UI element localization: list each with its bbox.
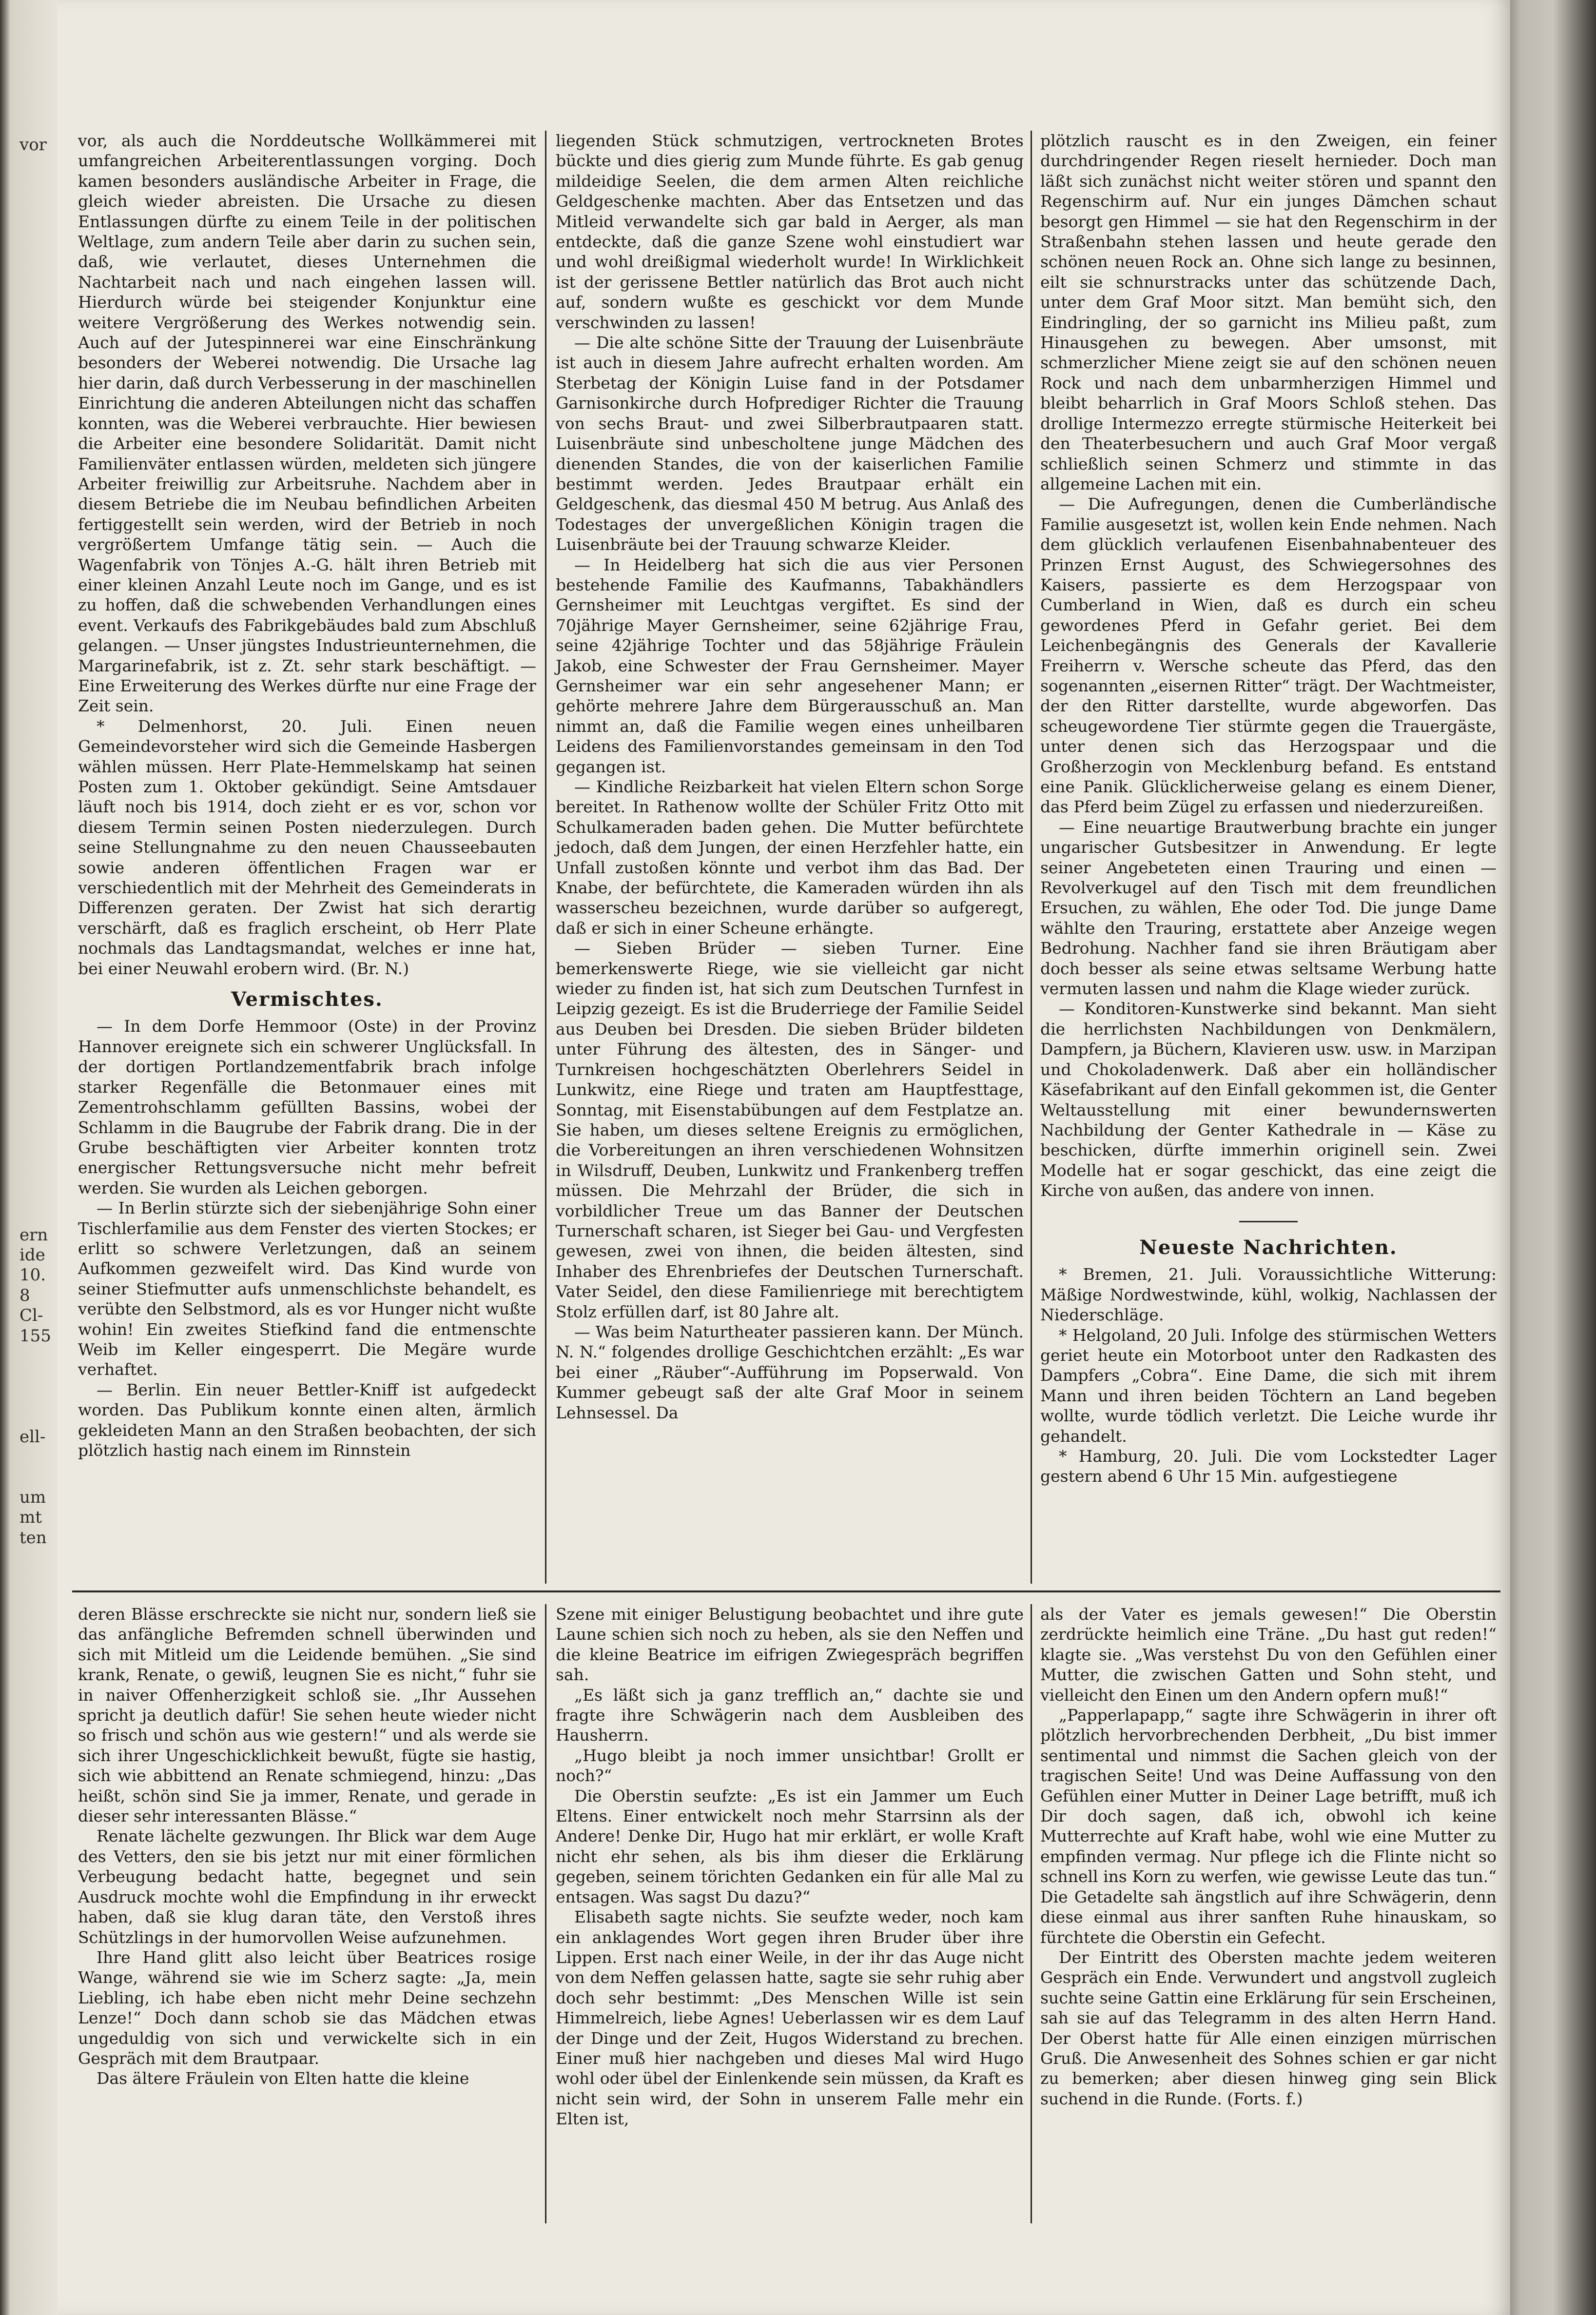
story-paragraph: Der Eintritt des Obersten machte jedem weiteren Gespräch ein Ende. Verwundert und angstvoll zugleich suchte seine Gattin eine Erklärung für sein Erscheinen, sah sie auf das Telegramm in des alten Herrn Hand. Der Oberst hatte für Alle einen einzigen mürrischen Gruß. Die Anwesenheit des Sohnes schien er gar nicht zu bemerken; aber diesen hinweg ging sein Blick suchend in die Runde. (Forts. f.) bbox=[1040, 1947, 1497, 2108]
section-heading: Neueste Nachrichten. bbox=[1139, 1236, 1398, 1259]
news-paragraph: liegenden Stück schmutzigen, vertrockneten Brotes bückte und dies gierig zum Munde führte. Es gab genug mildeidige Seelen, die dem armen Alten reichliche Geldgeschenke machten. Aber das Entsetzen und das Mitleid verwandelte sich gar bald in Aerger, als man entdeckte, daß die ganze Szene wohl einstudiert war und wohl dreißigmal wiederholt wurde! In Wirklichkeit ist der gerissene Bettler natürlich das Brot auch nicht auf, sondern wußte es geschickt vor dem Munde verschwinden zu lassen! bbox=[556, 131, 1024, 332]
column-2 bbox=[556, 131, 1024, 1423]
latest-news-paragraph: * Helgoland, 20 Juli. Infolge des stürmischen Wetters geriet heute ein Motorboot unter den Radkasten des Dampfers „Cobra“. Eine Dame, die sich mit ihrem Mann und ihren beiden Töchtern an Land begeben wollte, wurde tödlich verletzt. Die Leiche wurde ihr gehandelt. bbox=[1040, 1325, 1497, 1446]
feuilleton-column-2 bbox=[556, 1604, 1024, 2129]
adjacent-page-fragment: ern bbox=[19, 1225, 48, 1245]
story-paragraph: Elisabeth sagte nichts. Sie seufzte weder, noch kam ein anklagendes Wort gegen ihren Bruder über ihre Lippen. Erst nach einer Weile, in der ihr das Auge nicht von dem Neffen gelassen hatte, sagte sie sehr ruhig aber doch sehr bestimmt: „Des Menschen Wille ist sein Himmelreich, liebe Agnes! Ueberlassen wir es dem Lauf der Dinge und der Zeit, Hugos Widerstand zu brechen. Einer muß hier nachgeben und dieses Mal wird Hugo wohl oder übel der Einlenkende sein müssen, da Kraft es nicht sein wird, der Sohn in unserem Falle mehr ein Elten ist, bbox=[556, 1907, 1024, 2129]
column-3 bbox=[1040, 131, 1497, 1487]
article-paragraph: vor, als auch die Norddeutsche Wollkämmerei mit umfangreichen Arbeiterentlassungen vorging. Doch kamen besonders ausländische Arbeiter in Frage, die gleich wieder abreisten. Die Ursache zu diesen Entlassungen dürfte zu einem Teile in der politischen Weltlage, zum andern Teile aber darin zu suchen sein, daß, wie verlautet, dieses Unternehmen die Nachtarbeit nach und nach eingehen lassen will. Hierdurch würde bei steigender Konjunktur eine weitere Vergrößerung des Werkes notwendig sein. Auch auf der Jutespinnerei war eine Einschränkung besonders der Weberei notwendig. Die Ursache lag hier darin, daß durch Verbesserung in der maschinellen Einrichtung die anderen Abteilungen nicht das schaffen konnten, was die Weberei verbrauchte. Hier bewiesen die Arbeiter eine besondere Solidarität. Damit nicht Familienväter entlassen würden, meldeten sich jüngere Arbeiter freiwillig zur Arbeitsruhe. Nachdem aber in diesem Betriebe die im Neubau befindlichen Arbeiten fertiggestellt sein werden, wird der Betrieb in noch vergrößertem Umfange tätig sein. — Auch die Wagenfabrik von Tönjes A.-G. hält ihren Betrieb mit einer kleinen Anzahl Leute noch im Gange, und es ist zu hoffen, daß die schwebenden Verhandlungen eines event. Verkaufs des Fabrikgebäudes bald zum Abschluß gelangen. — Unser jüngstes Industrieunternehmen, die Margarinefabrik, ist z. Zt. sehr stark beschäftigt. — Eine Erweiterung des Werkes dürfte nur eine Frage der Zeit sein. bbox=[78, 131, 536, 716]
adjacent-page-fragment: mt bbox=[19, 1508, 42, 1528]
story-paragraph: Renate lächelte gezwungen. Ihr Blick war dem Auge des Vetters, den sie bis jetzt nur mit einer förmlichen Verbeugung bedacht hatte, begegnet und sein Ausdruck mochte wohl die Empfindung in ihr erweckt haben, daß sie klug daran täte, den Verstoß ihres Schützlings in der humorvollen Weise aufzunehmen. bbox=[78, 1826, 536, 1947]
story-paragraph: Szene mit einiger Belustigung beobachtet und ihre gute Laune schien sich noch zu heben, als sie den Neffen und die kleine Beatrice im eifrigen Zwiegespräch begriffen sah. bbox=[556, 1605, 1024, 1685]
adjacent-page-fragment: Cl- bbox=[19, 1306, 43, 1326]
latest-news-paragraph: * Bremen, 21. Juli. Voraussichtliche Witterung: Mäßige Nordwestwinde, kühl, wolkig, Nachlassen der Niederschläge. bbox=[1040, 1265, 1497, 1325]
adjacent-page-fragment: 10. bbox=[19, 1265, 46, 1285]
column-rule-1 bbox=[545, 131, 546, 1584]
news-paragraph: — Kindliche Reizbarkeit hat vielen Eltern schon Sorge bereitet. In Rathenow wollte der Schüler Fritz Otto mit Schulkameraden baden gehen. Die Mutter befürchtete jedoch, daß dem Jungen, der einen Herzfehler hatte, ein Unfall zustoßen könnte und verbot ihm das Bad. Der Knabe, der befürchtete, die Kameraden würden ihn als wasserscheu bezeichnen, wurde darüber so aufgeregt, daß er sich in einer Scheune erhängte. bbox=[556, 777, 1024, 938]
column-rule-2 bbox=[1031, 131, 1032, 1584]
section-heading: Vermischtes. bbox=[231, 988, 383, 1011]
article-paragraph: * Delmenhorst, 20. Juli. Einen neuen Gemeindevorsteher wird sich die Gemeinde Hasbergen wählen müssen. Herr Plate-Hemmelskamp hat seinen Posten zum 1. Oktober gekündigt. Seine Amtsdauer läuft noch bis 1914, doch zieht er es vor, schon vor diesem Termin seinen Posten niederzulegen. Durch seine Stellungnahme zu den neuen Chausseebauten sowie anderen öffentlichen Fragen war er verschiedentlich mit der Mehrheit des Gemeinderats in Differenzen geraten. Der Zwist hat sich derartig verschärft, daß es fraglich erscheint, ob Herr Plate nochmals das Landtagsmandat, welches er inne hat, bei einer Neuwahl erobern wird. (Br. N.) bbox=[78, 716, 536, 978]
news-paragraph: — Eine neuartige Brautwerbung brachte ein junger ungarischer Gutsbesitzer in Anwendung. Er legte seiner Angebeteten einen Trauring und einen — Revolverkugel auf den Tisch mit dem freundlichen Ersuchen, zu wählen, Ehe oder Tod. Die junge Dame wählte den Trauring, erstattete aber Anzeige wegen Bedrohung. Nachher fand sie ihren Bräutigam aber doch besser als seine etwas seltsame Werbung hatte vermuten lassen und nahm die Klage wieder zurück. bbox=[1040, 817, 1497, 999]
news-paragraph: — Konditoren-Kunstwerke sind bekannt. Man sieht die herrlichsten Nachbildungen von Denkmälern, Dampfern, ja Büchern, Klavieren usw. usw. in Marzipan und Chokoladenwerk. Daß aber ein holländischer Käsefabrikant auf den Einfall gekommen ist, die Genter Weltausstellung mit einer bewundernswerten Nachbildung der Genter Kathedrale in — Käse zu beschicken, dürfte immerhin originell sein. Zwei Modelle hat er sogar geschickt, das eine zeigt die Kirche von außen, das andere von innen. bbox=[1040, 999, 1497, 1200]
column-1 bbox=[78, 131, 536, 1460]
adjacent-page-fragment: 155 bbox=[19, 1326, 51, 1346]
adjacent-page-strip bbox=[0, 0, 58, 2315]
news-paragraph: — Sieben Brüder — sieben Turner. Eine bemerkenswerte Riege, wie sie vielleicht gar nicht wieder zu finden ist, hat sich zum Deutschen Turnfest in Leipzig gezeigt. Es ist die Bruderriege der Familie Seidel aus Deuben bei Dresden. Die sieben Brüder bildeten unter Führung des ältesten, des in Sänger- und Turnkreisen hochgeschätzten Oberlehrers Seidel in Lunkwitz, eine Riege und traten am Hauptfesttage, Sonntag, mit Eisenstabübungen auf dem Festplatze an. Sie haben, um dieses seltene Ereignis zu ermöglichen, die Vorbereitungen an ihren verschiedenen Wohnsitzen in Wilsdruff, Deuben, Lunkwitz und Frankenberg treffen müssen. Die Mehrzahl der Brüder, die sich in vorbildlicher Treue um das Banner der Deutschen Turnerschaft scharen, ist Sieger bei Gau- und Vergfesten gewesen, zwei von ihnen, die beiden ältesten, sind Inhaber des Ehrenbriefes der Deutschen Turnerschaft. Vater Seidel, den diese Familienriege mit berechtigtem Stolz erfüllen darf, ist 80 Jahre alt. bbox=[556, 939, 1024, 1321]
news-paragraph: — In dem Dorfe Hemmoor (Oste) in der Provinz Hannover ereignete sich ein schwerer Unglücksfall. In der dortigen Portlandzementfabrik brach infolge starker Regenfälle die Betonmauer eines mit Zementrohschlamm gefüllten Bassins, wobei der Schlamm in die Baugrube der Fabrik drang. Die in der Grube beschäftigten vier Arbeiter konnten trotz energischer Rettungsversuche nicht mehr befreit werden. Sie wurden als Leichen geborgen. bbox=[78, 1017, 536, 1197]
adjacent-page-fragment: ten bbox=[19, 1528, 47, 1548]
story-paragraph: deren Blässe erschreckte sie nicht nur, sondern ließ sie das anfängliche Befremden schnell überwinden und sich mit Mitleid um die Leidende bemühen. „Sie sind krank, Renate, o gewiß, leugnen Sie es nicht,“ fuhr sie in naiver Offenherzigkeit schloß sie. „Ihr Aussehen spricht ja deutlich dafür! Sie sehen heute wieder nicht so frisch und schön aus wie gestern!“ und als werde sie sich ihrer Ungeschicklichkeit bewußt, fügte sie hastig, sich wie abbittend an Renate schmiegend, hinzu: „Das heißt, schön sind Sie ja immer, Renate, und gerade in dieser sehr interessanten Blässe.“ bbox=[78, 1605, 536, 1826]
latest-news-paragraph: * Hamburg, 20. Juli. Die vom Lockstedter Lager gestern abend 6 Uhr 15 Min. aufgestiegene bbox=[1040, 1447, 1497, 1486]
story-paragraph: als der Vater es jemals gewesen!“ Die Oberstin zerdrückte heimlich eine Träne. „Du hast gut reden!“ klagte sie. „Was verstehst Du von den Gefühlen einer Mutter, die zwischen Gatten und Sohn steht, und vielleicht den Einen um den Andern opfern muß!“ bbox=[1040, 1605, 1497, 1705]
ornament-divider bbox=[1040, 1207, 1497, 1227]
news-paragraph: — In Berlin stürzte sich der siebenjährige Sohn einer Tischlerfamilie aus dem Fenster des vierten Stockes; er erlitt so schwere Verletzungen, daß an seinem Aufkommen gezweifelt wird. Das Kind wurde von seiner Stiefmutter aufs unmenschlichste behandelt, es verübte den Selbstmord, als es vor Hunger nicht wußte wohin! Ein zweites Stiefkind fand die entmenschte Weib im Keller eingesperrt. Die Megäre wurde verhaftet. bbox=[78, 1198, 536, 1379]
feuilleton-column-1 bbox=[78, 1604, 536, 2089]
adjacent-page-fragment: ell- bbox=[19, 1427, 46, 1447]
story-paragraph: „Papperlapapp,“ sagte ihre Schwägerin in ihrer oft plötzlich hervorbrechenden Derbheit, „Du bist immer sentimental und nimmst die Sachen gleich von der tragischen Seite! Und was Deine Auffassung von den Gefühlen einer Mutter in Deiner Lage betrifft, muß ich Dir doch sagen, daß ich, obwohl ich keine Mutterrechte auf Kraft habe, wohl wie eine Mutter zu empfinden vermag. Nur pflege ich die Flinte nicht so schnell ins Korn zu werfen, wie gewisse Leute das tun.“ Die Getadelte sah ängstlich auf ihre Schwägerin, denn diese einmal aus ihrer sanften Ruhe hinauskam, so fürchtete die Oberstin ein Gefecht. bbox=[1040, 1706, 1497, 1947]
story-paragraph: Das ältere Fräulein von Elten hatte die kleine bbox=[97, 2069, 469, 2088]
news-paragraph: plötzlich rauscht es in den Zweigen, ein feiner durchdringender Regen rieselt hernieder. Doch man läßt sich zunächst nicht weiter stören und spannt den Regenschirm auf. Nur ein junges Dämchen schaut besorgt gen Himmel — sie hat den Regenschirm in der Straßenbahn stehen lassen und heute gerade den schönen neuen Rock an. Ohne sich lange zu besinnen, eilt sie schnurstracks unter das schützende Dach, unter dem Graf Moor sitzt. Man bemüht sich, den Eindringling, der so garnicht ins Milieu paßt, zum Hinausgehen zu bewegen. Aber umsonst, mit schmerzlicher Miene zeigt sie auf den schönen neuen Rock und nach dem unbarmherzigen Himmel und bleibt beharrlich in Graf Moors Schloß stehen. Das drollige Intermezzo erregte stürmische Heiterkeit bei den Theaterbesuchern und auch Graf Moor vergaß schließlich seinen Schmerz und stimmte in das allgemeine Lachen mit ein. bbox=[1040, 131, 1497, 493]
news-paragraph: — In Heidelberg hat sich die aus vier Personen bestehende Familie des Kaufmanns, Tabakhändlers Gernsheimer mit Leuchtgas vergiftet. Es sind der 70jährige Mayer Gernsheimer, seine 62jährige Frau, seine 42jährige Tochter und das 58jährige Fräulein Jakob, eine Schwester der Frau Gernsheimer. Mayer Gernsheimer war ein sehr angesehener Mann; er gehörte mehrere Jahre dem Bürgerausschuß an. Man nimmt an, daß die Familie wegen eines unheilbaren Leidens des Familienvorstandes gemeinsam in den Tod gegangen ist. bbox=[556, 555, 1024, 776]
book-edge bbox=[1510, 0, 1596, 2315]
story-paragraph: „Hugo bleibt ja noch immer unsichtbar! Grollt er noch?“ bbox=[556, 1746, 1024, 1785]
adjacent-page-fragment: um bbox=[19, 1487, 46, 1507]
feuilleton-rule-2 bbox=[1031, 1604, 1032, 2223]
newspaper-page bbox=[58, 0, 1510, 2315]
story-paragraph: „Es läßt sich ja ganz trefflich an,“ dachte sie und fragte ihre Schwägerin nach dem Ausbleiben des Hausherrn. bbox=[556, 1685, 1024, 1745]
news-paragraph: — Berlin. Ein neuer Bettler-Kniff ist aufgedeckt worden. Das Publikum konnte einen alten, ärmlich gekleideten Mann an den Straßen beobachten, der sich plötzlich hastig nach einem im Rinnstein bbox=[78, 1380, 536, 1460]
news-paragraph: — Die Aufregungen, denen die Cumberländische Familie ausgesetzt ist, wollen kein Ende nehmen. Nach dem glücklich verlaufenen Eisenbahnabenteuer des Prinzen Ernst August, des Schwiegersohnes des Kaisers, passierte es dem Herzogspaar von Cumberland in Wien, daß es durch ein scheu gewordenes Pferd in Gefahr geriet. Bei dem Leichenbegängnis des Generals der Kavallerie Freiherrn v. Wersche scheute das Pferd, das den sogenannten „eisernen Ritter“ trägt. Der Wachtmeister, der den Ritter darstellte, wurde abgeworfen. Das scheugewordene Tier stürmte gegen die Trauergäste, unter denen sich das Herzogspaar und die Großherzogin von Mecklenburg befand. Es entstand eine Panik. Glücklicherweise gelang es einem Diener, das Pferd beim Zügel zu erfassen und niederzureißen. bbox=[1040, 494, 1497, 817]
adjacent-page-fragment: ide bbox=[19, 1245, 45, 1265]
adjacent-page-fragment: vor bbox=[19, 135, 47, 155]
story-paragraph: Ihre Hand glitt also leicht über Beatrices rosige Wange, während sie wie im Scherz sagte: „Ja, mein Liebling, ich habe eben nicht mehr Deine sechzehn Lenze!“ Doch dann schob sie das Mädchen etwas ungeduldig von sich und verwickelte sich in ein Gespräch mit dem Brautpaar. bbox=[78, 1947, 536, 2068]
news-paragraph: — Was beim Naturtheater passieren kann. Der Münch. N. N.“ folgendes drollige Geschichtchen erzählt: „Es war bei einer „Räuber“-Aufführung im Popserwald. Von Kummer gebeugt saß der alte Graf Moor in seinem Lehnsessel. Da bbox=[556, 1322, 1024, 1422]
feuilleton-column-3 bbox=[1040, 1604, 1497, 2109]
feuilleton-rule-1 bbox=[545, 1604, 546, 2223]
feuilleton-divider bbox=[72, 1590, 1500, 1592]
story-paragraph: Die Oberstin seufzte: „Es ist ein Jammer um Euch Eltens. Einer entwickelt noch mehr Starrsinn als der Andere! Denke Dir, Hugo hat mir erklärt, er wolle Kraft nicht ehr sehen, als bis ihm dieser die Erklärung gegeben, seinem törichten Gedanken ein für alle Mal zu entsagen. Was sagst Du dazu?“ bbox=[556, 1786, 1024, 1906]
adjacent-page-fragment: 8 bbox=[19, 1285, 30, 1305]
news-paragraph: — Die alte schöne Sitte der Trauung der Luisenbräute ist auch in diesem Jahre aufrecht erhalten worden. Am Sterbetag der Königin Luise fand in der Potsdamer Garnisonkirche durch Hofprediger Richter die Trauung von sechs Braut- und zwei Silberbrautpaaren statt. Luisenbräute sind unbescholtene junge Mädchen des dienenden Standes, die von der kaiserlichen Familie bestimmt werden. Jedes Brautpaar erhält ein Geldgeschenk, das diesmal 450 M betrug. Aus Anlaß des Todestages der unvergeßlichen Königin tragen die Luisenbräute bei der Trauung schwarze Kleider. bbox=[556, 333, 1024, 554]
